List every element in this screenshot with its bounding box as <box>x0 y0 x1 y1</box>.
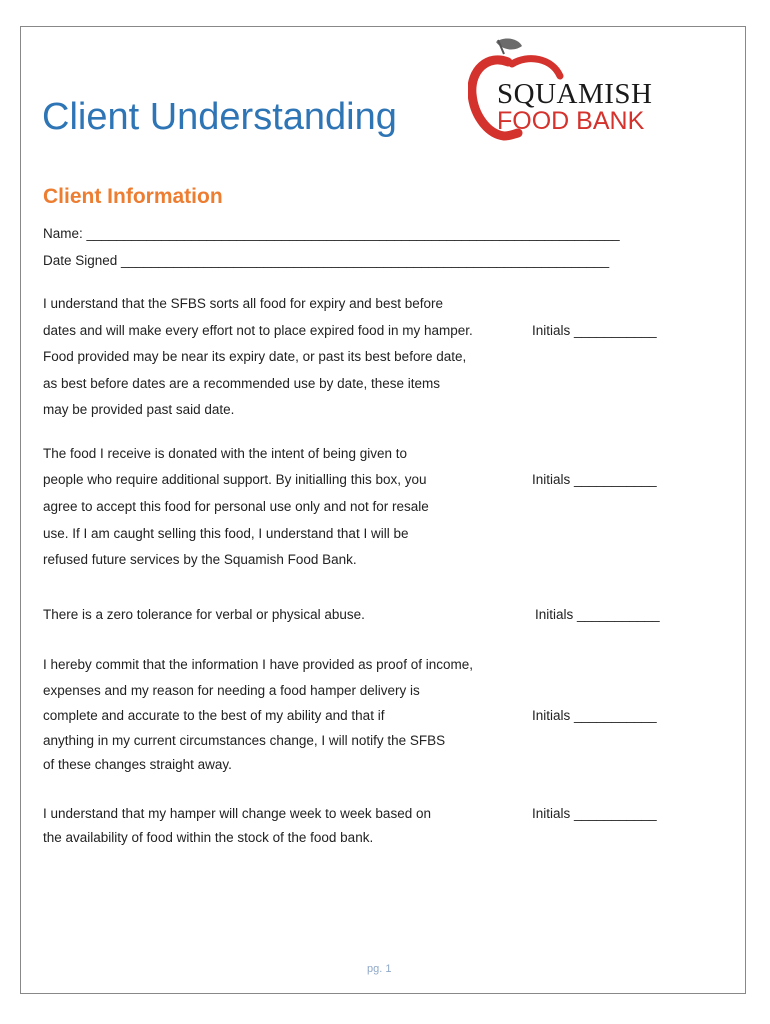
logo-text-food-bank: FOOD BANK <box>497 107 645 135</box>
paragraph-line: as best before dates are a recommended use by date, these items <box>43 376 440 391</box>
initials-field-information[interactable]: Initials ___________ <box>532 708 657 723</box>
paragraph-line: may be provided past said date. <box>43 402 235 417</box>
paragraph-line: people who require additional support. By initialling this box, you <box>43 472 427 487</box>
paragraph-line: use. If I am caught selling this food, I understand that I will be <box>43 526 409 541</box>
paragraph-line: agree to accept this food for personal use only and not for resale <box>43 499 429 514</box>
paragraph-line: refused future services by the Squamish Food Bank. <box>43 552 357 567</box>
initials-field-abuse[interactable]: Initials ___________ <box>535 607 660 622</box>
initials-field-expiry[interactable]: Initials ___________ <box>532 323 657 338</box>
paragraph-line: expenses and my reason for needing a food hamper delivery is <box>43 683 420 698</box>
logo-text-squamish: SQUAMISH <box>497 78 653 110</box>
section-title: Client Information <box>43 185 223 208</box>
paragraph-line: Food provided may be near its expiry date, or past its best before date, <box>43 349 467 364</box>
paragraph-line: The food I receive is donated with the intent of being given to <box>43 446 407 461</box>
paragraph-line: the availability of food within the stock of the food bank. <box>43 830 374 845</box>
paragraph-line: of these changes straight away. <box>43 757 232 772</box>
paragraph-line: complete and accurate to the best of my ability and that if <box>43 708 385 723</box>
paragraph-line: I understand that my hamper will change week to week based on <box>43 806 431 821</box>
paragraph-line: I hereby commit that the information I have provided as proof of income, <box>43 657 473 672</box>
initials-field-resale[interactable]: Initials ___________ <box>532 472 657 487</box>
paragraph-line: There is a zero tolerance for verbal or physical abuse. <box>43 607 365 622</box>
page-title: Client Understanding <box>42 96 397 138</box>
page-number: pg. 1 <box>367 963 392 975</box>
date-signed-field[interactable]: Date Signed _________________________________________________________________ <box>43 253 610 268</box>
paragraph-line: dates and will make every effort not to place expired food in my hamper. <box>43 323 473 338</box>
name-field[interactable]: Name: _______________________________________________________________________ <box>43 226 620 241</box>
paragraph-line: anything in my current circumstances change, I will notify the SFBS <box>43 733 446 748</box>
paragraph-line: I understand that the SFBS sorts all food for expiry and best before <box>43 296 443 311</box>
initials-field-hamper[interactable]: Initials ___________ <box>532 806 657 821</box>
